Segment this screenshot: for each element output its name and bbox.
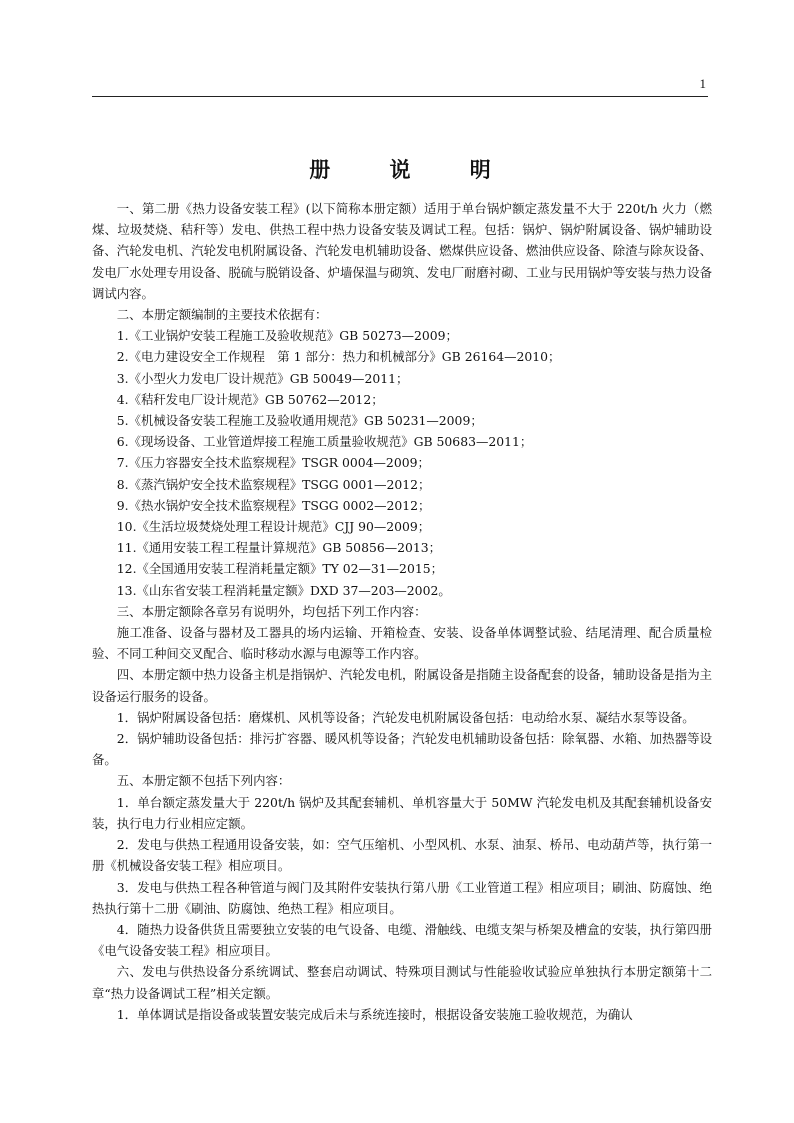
basis-item-8: 8.《蒸汽锅炉安全技术监察规程》TSGG 0001—2012； [116, 476, 431, 492]
basis-item-13: 13.《山东省安装工程消耗量定额》DXD 37—203—2002。 [116, 582, 451, 598]
basis-item-2: 2.《电力建设安全工作规程 第 1 部分：热力和机械部分》GB 26164—2010； [116, 349, 561, 365]
paragraph-equipment-item-2: 2．锅炉辅助设备包括：排污扩容器、暖风机等设备；汽轮发电机辅助设备包括：除氧器、水箱、加热器等设备。 [92, 731, 712, 768]
basis-item-3: 3.《小型火力发电厂设计规范》GB 50049—2011； [116, 370, 409, 386]
paragraph-equipment-item-1: 1．锅炉附属设备包括：磨煤机、风机等设备；汽轮发电机附属设备包括：电动给水泵、凝结水泵等设备。 [116, 709, 695, 725]
paragraph-unit-commissioning: 1．单体调试是指设备或装置安装完成后未与系统连接时，根据设备安装施工验收规范，为确认 [116, 1006, 633, 1022]
paragraph-exclusions-heading: 五、本册定额不包括下列内容： [116, 773, 291, 789]
exclusion-item-2: 2．发电与供热工程通用设备安装，如：空气压缩机、小型风机、水泵、油泵、桥吊、电动葫芦等，执行第一册《机械设备安装工程》相应项目。 [92, 837, 712, 874]
paragraph-equipment-definition: 四、本册定额中热力设备主机是指锅炉、汽轮发电机，附属设备是指随主设备配套的设备，辅助设备是指为主设备运行服务的设备。 [92, 667, 712, 704]
page-number: 1 [699, 76, 706, 91]
document-body [92, 198, 712, 1025]
basis-item-7: 7.《压力容器安全技术监察规程》TSGR 0004—2009； [116, 455, 430, 471]
basis-item-11: 11.《通用安装工程工程量计算规范》GB 50856—2013； [116, 540, 442, 556]
basis-item-5: 5.《机械设备安装工程施工及验收通用规范》GB 50231—2009； [116, 413, 483, 429]
basis-item-12: 12.《全国通用安装工程消耗量定额》TY 02—31—2015； [116, 561, 443, 577]
exclusion-item-3: 3．发电与供热工程各种管道与阀门及其附件安装执行第八册《工业管道工程》相应项目；刷油、防腐蚀、绝热执行第十二册《刷油、防腐蚀、绝热工程》相应项目。 [92, 879, 712, 916]
exclusion-item-4: 4．随热力设备供货且需要独立安装的电气设备、电缆、滑触线、电缆支架与桥架及槽盒的安装，执行第四册《电气设备安装工程》相应项目。 [92, 921, 712, 959]
paragraph-basis-heading: 二、本册定额编制的主要技术依据有： [116, 307, 328, 323]
basis-item-9: 9.《热水锅炉安全技术监察规程》TSGG 0002—2012； [116, 497, 431, 513]
header-rule [92, 96, 708, 97]
paragraph-work-content: 施工准备、设备与器材及工器具的场内运输、开箱检查、安装、设备单体调整试验、结尾清理、配合质量检验、不同工种间交叉配合、临时移动水源与电源等工作内容。 [92, 625, 712, 662]
basis-item-6: 6.《现场设备、工业管道焊接工程施工质量验收规范》GB 50683—2011； [116, 434, 533, 450]
exclusion-item-1: 1．单台额定蒸发量大于 220t/h 锅炉及其配套辅机、单机容量大于 50MW 汽轮发电机及其配套辅机设备安装，执行电力行业相应定额。 [92, 794, 712, 831]
basis-item-10: 10.《生活垃圾焚烧处理工程设计规范》CJJ 90—2009； [116, 519, 431, 535]
basis-item-1: 1.《工业锅炉安装工程施工及验收规范》GB 50273—2009； [116, 328, 458, 344]
paragraph-work-content-heading: 三、本册定额除各章另有说明外，均包括下列工作内容： [116, 603, 427, 619]
paragraph-scope: 一、第二册《热力设备安装工程》(以下简称本册定额）适用于单台锅炉额定蒸发量不大于 220t/h 火力（燃煤、垃圾焚烧、秸秆等）发电、供热工程中热力设备安装及调试工程。包括：锅炉、锅炉附属设备、锅炉辅助设备、汽轮发电机、汽轮发电机附属设备、汽轮发电机辅助设备、燃煤供应设备、燃油供应设备、除渣与除灰设备、发电厂水处理专用设备、脱硫与脱销设备、炉墙保温与砌筑、发电厂耐磨衬砌、工业与民用锅炉等安装与热力设备调试内容。 [92, 201, 712, 301]
paragraph-commissioning: 六、发电与供热设备分系统调试、整套启动调试、特殊项目测试与性能验收试验应单独执行本册定额第十二章“热力设备调试工程”相关定额。 [92, 964, 712, 1001]
basis-item-4: 4.《秸秆发电厂设计规范》GB 50762—2012； [116, 391, 384, 407]
page-title: 册 说 明 [309, 158, 517, 182]
